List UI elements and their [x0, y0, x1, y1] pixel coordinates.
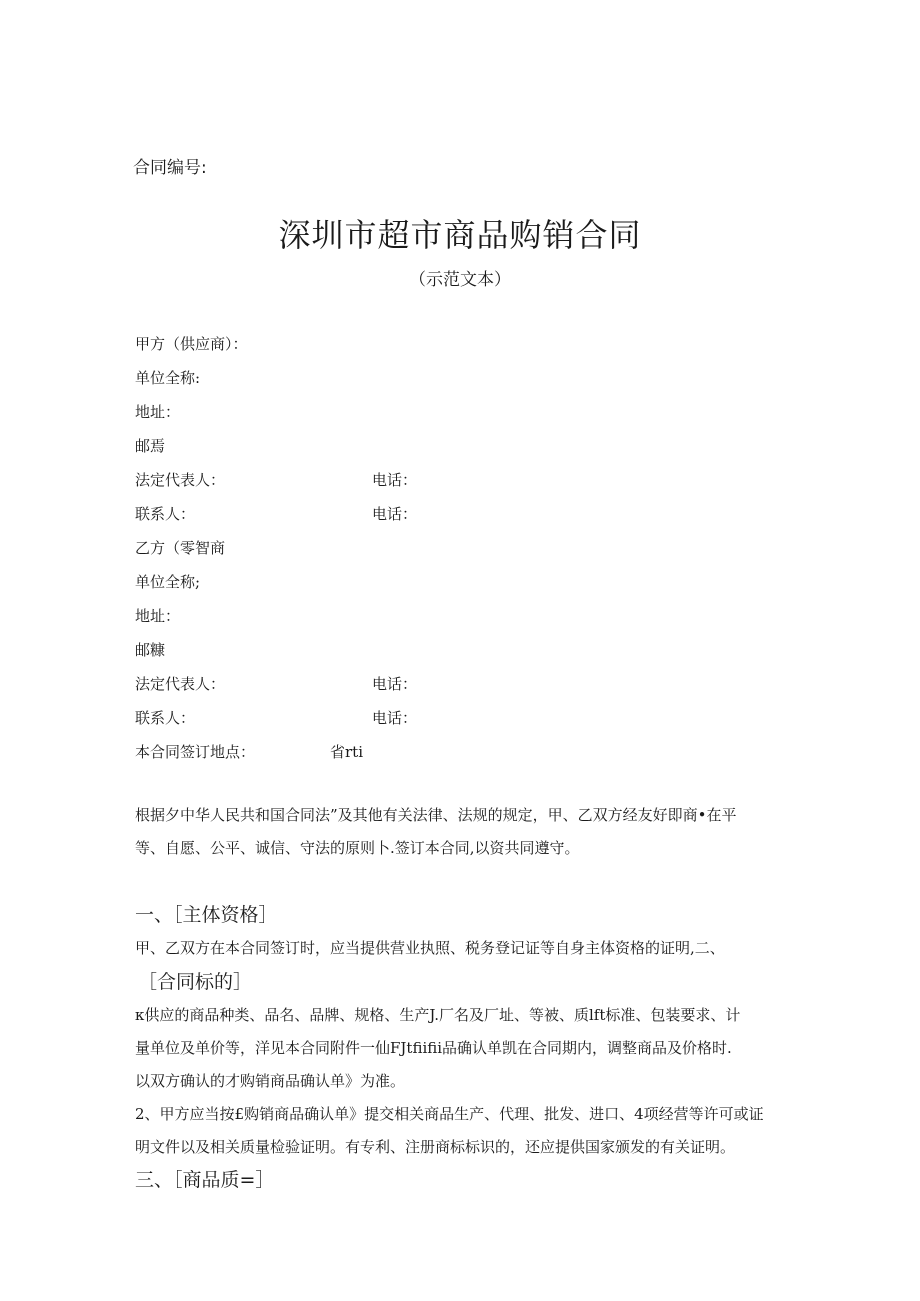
- signing-place-value: 省rti: [330, 743, 363, 761]
- preamble-line-1: 根据夕中华人民共和国合同法”及其他有关法律、法规的规定，甲、乙双方经友好即商•在平: [135, 806, 737, 824]
- party-b-address: 地址：: [135, 607, 181, 625]
- party-a-heading: 甲方（供应商）：: [135, 335, 248, 353]
- party-b-unit-name: 单位全称;: [135, 573, 201, 591]
- party-b-legal-rep: 法定代表人：: [135, 675, 226, 693]
- section-2-item-2-line-2: 明文件以及相关质量检验证明。有专利、注册商标标识的，还应提供国家颁发的有关证明。: [135, 1138, 736, 1156]
- preamble-paragraph: [135, 799, 785, 865]
- section-2-item-2: [135, 1098, 785, 1164]
- section-2-item-1: [135, 999, 785, 1098]
- party-b-phone-2: 电话：: [372, 709, 418, 727]
- section-2-item-1-line-1: κ供应的商品种类、品名、品牌、规格、生产J.厂名及厂址、等被、质lft标准、包装要求、计: [135, 1006, 741, 1024]
- party-b-phone-1: 电话：: [372, 675, 418, 693]
- preamble-line-2: 等、自愿、公平、诚信、守法的原则卜.签订本合同,以资共同遵守。: [135, 839, 580, 857]
- party-a-address: 地址：: [135, 403, 181, 421]
- party-b-heading: 乙方（零智商: [135, 539, 226, 557]
- section-1-text: 甲、乙双方在本合同签订时，应当提供营业执照、税务登记证等自身主体资格的证明,二、: [135, 939, 725, 957]
- party-b-contact: 联系人：: [135, 709, 196, 727]
- party-a-legal-rep: 法定代表人：: [135, 471, 226, 489]
- party-a-phone-2: 电话：: [372, 505, 418, 523]
- section-2-item-2-line-1: 2、甲方应当按£购销商品确认单》提交相关商品生产、代理、批发、进口、4项经营等许可或证: [135, 1105, 764, 1123]
- section-3-heading: 三、［商品质=］: [135, 1169, 275, 1191]
- contract-number-label: 合同编号:: [133, 158, 207, 178]
- section-2-item-1-line-3: 以双方确认的才购销商品确认单》为准。: [135, 1072, 406, 1090]
- signing-place-label: 本合同签订地点：: [135, 743, 256, 761]
- document-title: 深圳市超市商品购销合同: [278, 216, 642, 254]
- section-2-heading: ［合同标的］: [138, 971, 253, 993]
- party-b-postcode: 邮糠: [135, 641, 166, 659]
- section-1-heading: 一、［主体资格］: [135, 904, 278, 926]
- party-a-contact: 联系人：: [135, 505, 196, 523]
- party-a-phone-1: 电话：: [372, 471, 418, 489]
- party-a-postcode: 邮焉: [135, 437, 166, 455]
- section-2-item-1-line-2: 量单位及单价等，洋见本合同附件一仙FJtfiifii品确认单凯在合同期内，调整商品及价格时.: [135, 1039, 732, 1057]
- party-a-unit-name: 单位全称:: [135, 369, 201, 387]
- document-subtitle: （示范文本）: [409, 270, 511, 290]
